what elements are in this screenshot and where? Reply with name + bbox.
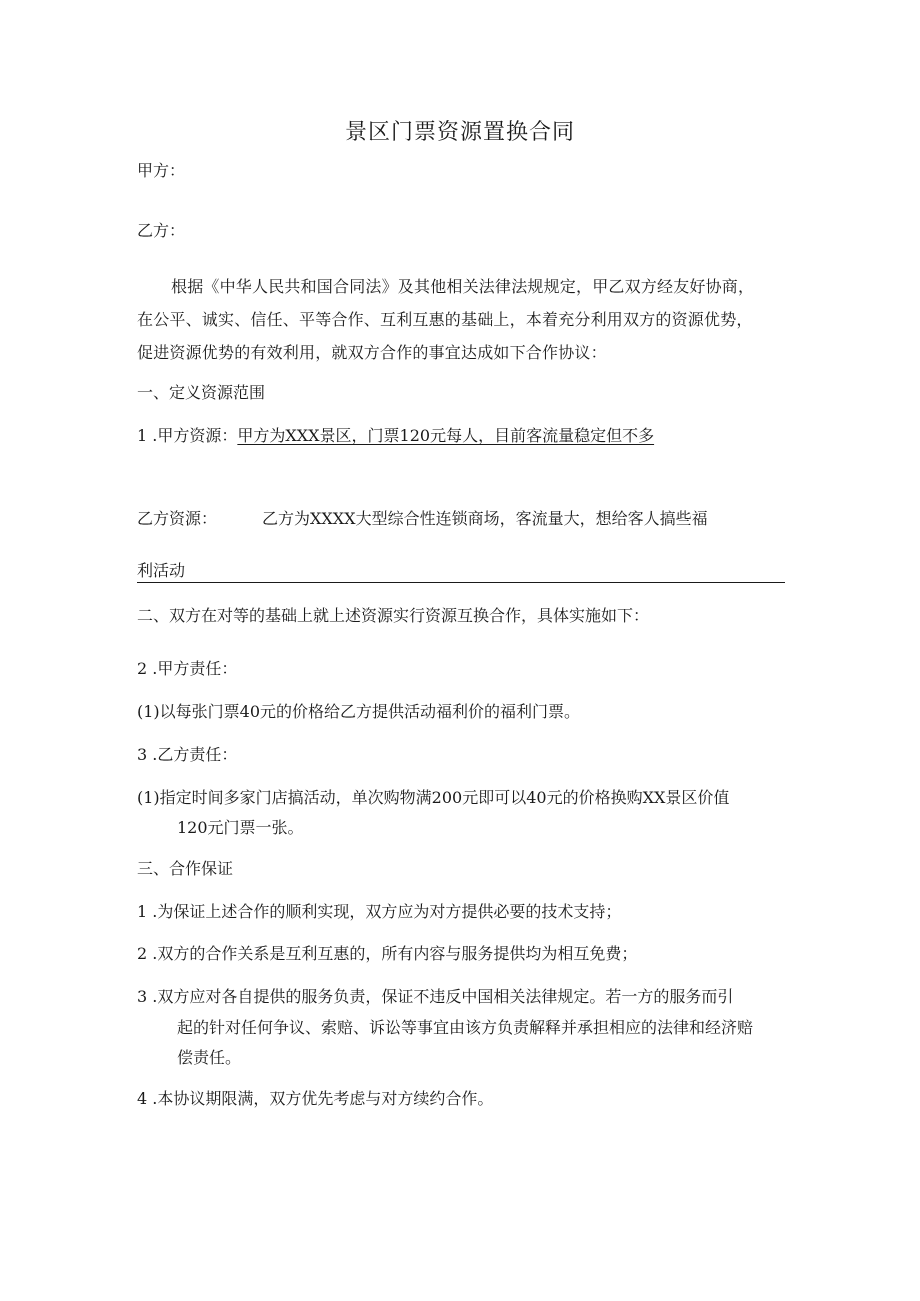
section3-heading: 三、合作保证 bbox=[137, 859, 234, 878]
preamble-line-1: 根据《中华人民共和国合同法》及其他相关法律法规规定，甲乙双方经友好协商， bbox=[171, 277, 755, 296]
party-b-label: 乙方： bbox=[137, 221, 186, 240]
party-b-resource-label: 乙方资源： bbox=[137, 509, 218, 528]
party-b-resource-value-line1: 乙方为XXXX大型综合性连锁商场，客流量大，想给客人搞些福 bbox=[262, 509, 708, 528]
preamble-line-2: 在公平、诚实、信任、平等合作、互利互惠的基础上，本着充分利用双方的资源优势， bbox=[137, 310, 753, 329]
party-a-duty-heading: 2 .甲方责任： bbox=[137, 659, 238, 678]
party-a-duty-item-1: (1)以每张门票40元的价格给乙方提供活动福利价的福利门票。 bbox=[137, 702, 581, 721]
guarantee-item-1: 1 .为保证上述合作的顺利实现，双方应为对方提供必要的技术支持； bbox=[137, 902, 622, 921]
section1-heading: 一、定义资源范围 bbox=[137, 383, 266, 402]
section2-heading: 二、双方在对等的基础上就上述资源实行资源互换合作，具体实施如下： bbox=[137, 606, 650, 625]
party-a-label: 甲方： bbox=[137, 161, 186, 180]
fill-in-underline bbox=[137, 582, 785, 583]
guarantee-item-2: 2 .双方的合作关系是互利互惠的，所有内容与服务提供均为相互免费； bbox=[137, 944, 638, 963]
document-title: 景区门票资源置换合同 bbox=[344, 120, 575, 145]
party-b-duty-item-1-line2: 120元门票一张。 bbox=[177, 818, 304, 837]
guarantee-item-4: 4 .本协议期限满，双方优先考虑与对方续约合作。 bbox=[137, 1089, 494, 1108]
guarantee-item-3-line1: 3 .双方应对各自提供的服务负责，保证不违反中国相关法律规定。若一方的服务而引 bbox=[137, 987, 734, 1006]
party-b-duty-item-1-line1: (1)指定时间多家门店搞活动，单次购物满200元即可以40元的价格换购XX景区价值 bbox=[137, 788, 730, 807]
party-b-resource-value-line2: 利活动 bbox=[137, 561, 186, 580]
guarantee-item-3-line2: 起的针对任何争议、索赔、诉讼等事宜由该方负责解释并承担相应的法律和经济赔 bbox=[177, 1018, 754, 1037]
party-b-duty-heading: 3 .乙方责任： bbox=[137, 745, 238, 764]
party-a-resource-label: 1 .甲方资源： bbox=[137, 426, 238, 445]
preamble-line-3: 促进资源优势的有效利用，就双方合作的事宜达成如下合作协议： bbox=[137, 343, 607, 362]
party-a-resource bbox=[137, 426, 654, 446]
guarantee-item-3-line3: 偿责任。 bbox=[177, 1048, 242, 1067]
party-a-resource-value: 甲方为XXX景区，门票120元每人，目前客流量稳定但不多 bbox=[237, 426, 655, 445]
